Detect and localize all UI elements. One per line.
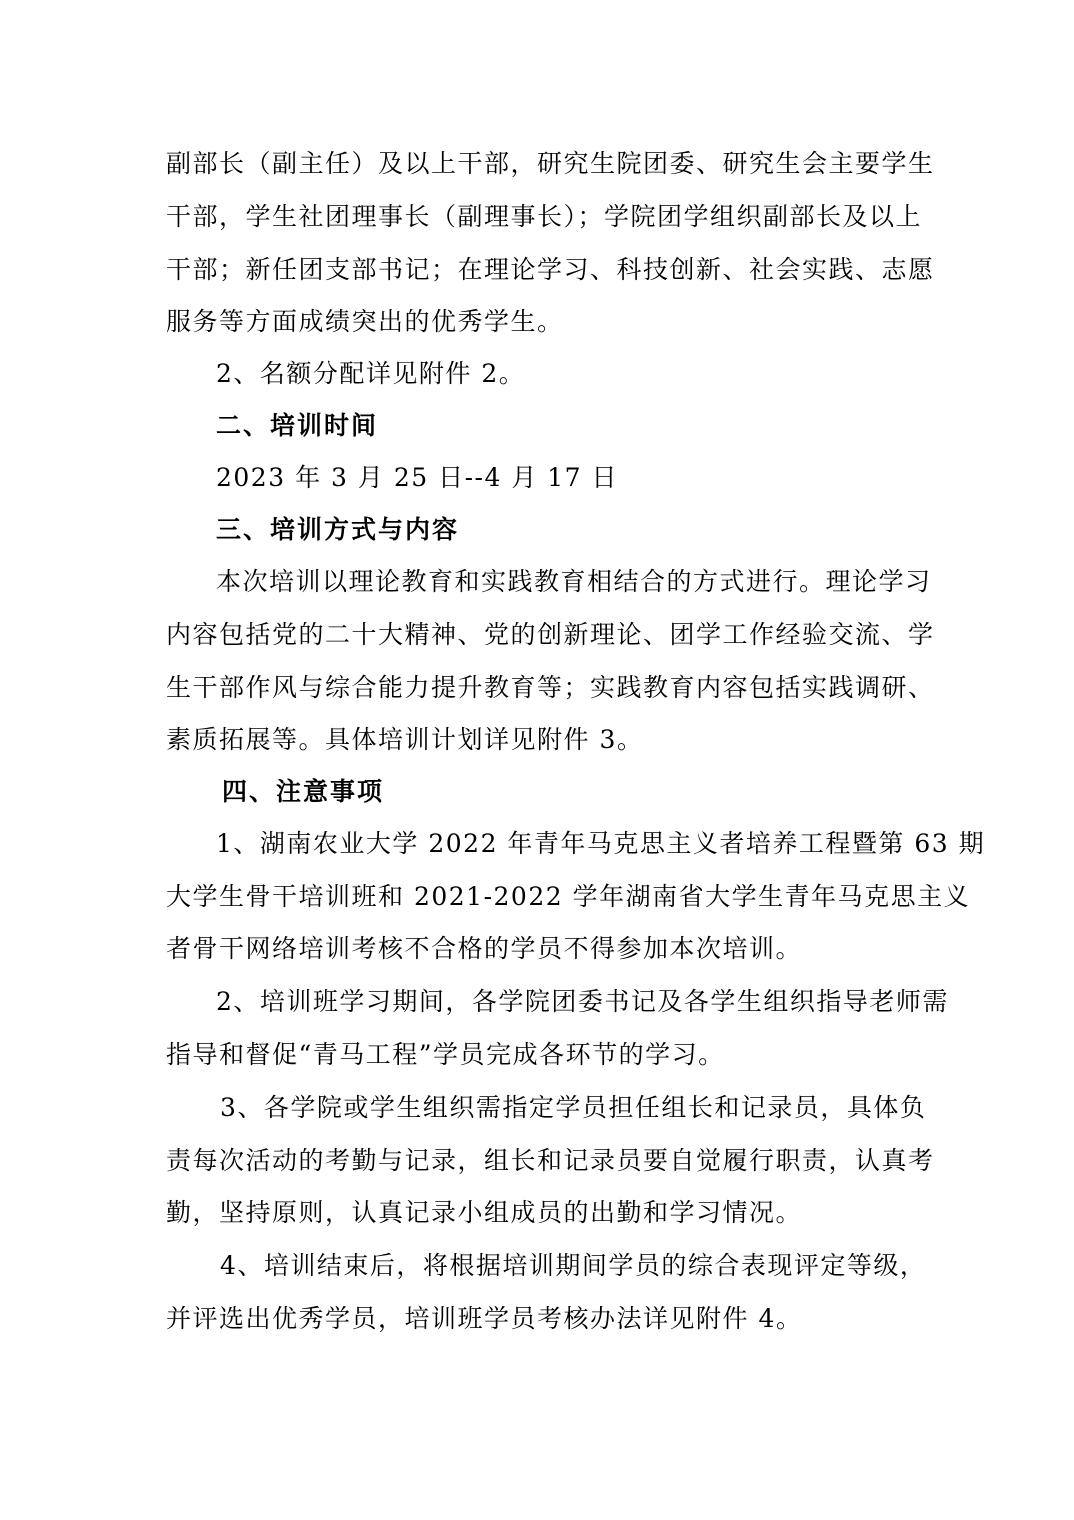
paragraph-line: 本次培训以理论教育和实践教育相结合的方式进行。理论学习 bbox=[216, 567, 932, 596]
paragraph-line: 勤，坚持原则，认真记录小组成员的出勤和学习情况。 bbox=[166, 1198, 803, 1227]
list-item: 2、名额分配详见附件 2。 bbox=[216, 359, 526, 388]
paragraph-line: 副部长（副主任）及以上干部，研究生院团委、研究生会主要学生 bbox=[166, 149, 935, 178]
paragraph-line: 指导和督促“青马工程”学员完成各环节的学习。 bbox=[166, 1040, 725, 1069]
paragraph-line: 素质拓展等。具体培训计划详见附件 3。 bbox=[166, 725, 644, 754]
paragraph-line: 3、各学院或学生组织需指定学员担任组长和记录员，具体负 bbox=[220, 1093, 927, 1122]
section-heading: 四、注意事项 bbox=[222, 777, 385, 806]
paragraph-line: 干部；新任团支部书记；在理论学习、科技创新、社会实践、志愿 bbox=[166, 255, 935, 284]
paragraph-line: 者骨干网络培训考核不合格的学员不得参加本次培训。 bbox=[166, 934, 803, 963]
training-date: 2023 年 3 月 25 日--4 月 17 日 bbox=[216, 463, 619, 492]
paragraph-line: 干部，学生社团理事长（副理事长）；学院团学组织副部长及以上 bbox=[166, 202, 923, 231]
paragraph-line: 内容包括党的二十大精神、党的创新理论、团学工作经验交流、学 bbox=[166, 620, 935, 649]
paragraph-line: 生干部作风与综合能力提升教育等；实践教育内容包括实践调研、 bbox=[166, 673, 935, 702]
paragraph-line: 2、培训班学习期间，各学院团委书记及各学生组织指导老师需 bbox=[216, 987, 949, 1016]
paragraph-line: 服务等方面成绩突出的优秀学生。 bbox=[166, 307, 564, 336]
paragraph-line: 4、培训结束后，将根据培训期间学员的综合表现评定等级， bbox=[220, 1251, 927, 1280]
section-heading: 二、培训时间 bbox=[216, 411, 379, 440]
paragraph-line: 大学生骨干培训班和 2021-2022 学年湖南省大学生青年马克思主义 bbox=[166, 882, 971, 911]
paragraph-line: 并评选出优秀学员，培训班学员考核办法详见附件 4。 bbox=[166, 1304, 803, 1333]
section-heading: 三、培训方式与内容 bbox=[216, 515, 460, 544]
paragraph-line: 1、湖南农业大学 2022 年青年马克思主义者培养工程暨第 63 期 bbox=[216, 829, 986, 858]
paragraph-line: 责每次活动的考勤与记录，组长和记录员要自觉履行职责，认真考 bbox=[166, 1146, 935, 1175]
